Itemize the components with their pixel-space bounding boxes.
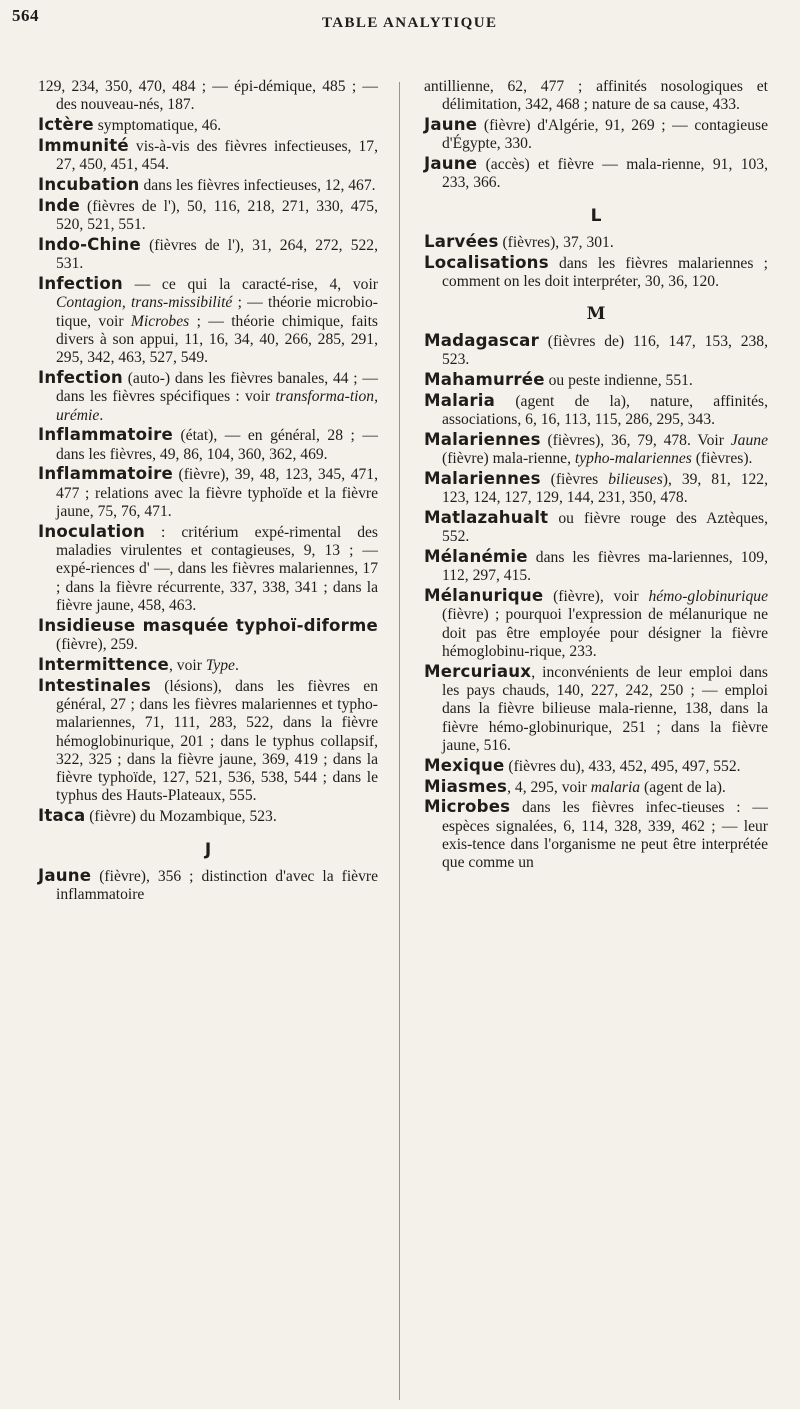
entry-headword: Jaune — [38, 865, 92, 885]
entry-headword: Inoculation — [38, 521, 145, 541]
j-entries — [38, 867, 378, 905]
section-letter-j: J — [204, 839, 212, 860]
entry-headword: Jaune — [424, 115, 478, 135]
index-entry — [424, 431, 768, 469]
entry-headword: Malariennes — [424, 468, 541, 488]
index-entry — [424, 371, 768, 390]
index-entry — [424, 509, 768, 547]
entry-text: (fièvre), voir — [543, 588, 649, 606]
entry-text: (fièvre) du Mozambique, 523. — [85, 808, 277, 826]
entry-crossref: malaria — [590, 778, 641, 796]
entry-text: (lésions), dans les fièvres en général, 27 ; dans les fièvres malariennes et typho-malariennes, 71, 111, 283, 522, dans la fièvre hémoglobinurique, 201 ; dans le typhus collapsif, 322, 325 ; dans la fièvre jaune, 369, 419 ; dans la fièvre typhoïde, 127, 521, 536, 538, 544 ; dans le typhus des Hauts-Plateaux, 555. — [56, 677, 378, 805]
entry-headword: Larvées — [424, 232, 499, 252]
index-entry — [38, 78, 378, 115]
entry-crossref: typho-malariennes — [574, 450, 692, 468]
index-entry — [38, 137, 378, 175]
entry-text: (fièvre), 259. — [56, 636, 138, 654]
index-entry — [424, 233, 768, 252]
entry-crossref: bilieuses — [608, 470, 663, 488]
index-entry — [424, 587, 768, 661]
entry-headword: Matlazahualt — [424, 507, 549, 527]
entry-text: (fièvres), 37, 301. — [498, 234, 614, 252]
entry-text: dans les fièvres infec-tieuses : — espèces signalées, 6, 114, 328, 339, 462 ; — leur exis-tence dans l'organisme ne peut être interprétée que comme un — [442, 799, 768, 872]
entry-headword: Infection — [38, 273, 123, 293]
entry-crossref: Type — [205, 656, 235, 674]
entry-text: ; — théorie microbio-tique, voir — [56, 294, 379, 330]
m-entries — [424, 332, 768, 873]
entry-text: ou peste indienne, 551. — [544, 371, 693, 389]
entry-text: (accès) et fièvre — mala-rienne, 91, 103, 233, 366. — [442, 156, 768, 192]
index-entry — [424, 778, 768, 797]
index-entry — [424, 78, 768, 115]
entry-text: : critérium expé-rimental des maladies virulentes et contagieuses, 9, 13 ; — expé-riences d' —, dans les fièvres malariennes, 17 ; dans la fièvre récurrente, 337, 338, 341 ; dans la fièvre jaune, 458, 463. — [56, 523, 378, 615]
index-entry — [38, 465, 378, 521]
entry-headword: Mélanémie — [424, 547, 528, 567]
entry-headword: Infection — [38, 367, 123, 387]
entry-text: vis-à-vis des fièvres infectieuses, 17, 27, 450, 451, 454. — [56, 137, 378, 174]
right-entries — [424, 78, 768, 193]
index-entry — [38, 807, 378, 826]
entry-headword: Intermittence — [38, 654, 169, 674]
entry-headword: Microbes — [424, 797, 511, 817]
entry-headword: Itaca — [38, 806, 86, 826]
entry-headword: Mahamurrée — [424, 369, 545, 389]
index-entry — [38, 275, 378, 367]
entry-text: (fièvres), 36, 79, 478. Voir — [540, 431, 731, 449]
entry-crossref: hémo-globinurique — [648, 588, 768, 606]
index-entry — [424, 798, 768, 872]
column-divider — [399, 82, 400, 1400]
index-entry — [424, 470, 768, 508]
entry-text: , voir — [168, 656, 206, 674]
entry-text: (état), — en général, 28 ; — dans les fièvres, 49, 86, 104, 360, 362, 469. — [56, 427, 378, 463]
index-entry — [38, 656, 378, 675]
entry-text: , 4, 295, voir — [507, 778, 591, 796]
entry-crossref: Microbes — [130, 312, 190, 330]
l-entries — [424, 233, 768, 291]
entry-text: (fièvres de) 116, 147, 153, 238, 523. — [442, 332, 768, 369]
entry-text: . — [234, 656, 239, 674]
index-entry — [38, 369, 378, 425]
entry-text: (fièvres de l'), 31, 264, 272, 522, 531. — [56, 236, 378, 273]
entry-text: (fièvres de l'), 50, 116, 218, 271, 330, 475, 520, 521, 551. — [56, 197, 378, 234]
entry-text: ou fièvre rouge des Aztèques, 552. — [442, 509, 768, 546]
index-entry — [38, 176, 378, 195]
entry-headword: Mexique — [424, 755, 505, 775]
section-letter-m: M — [586, 304, 606, 325]
entry-headword: Madagascar — [424, 330, 539, 350]
index-entry — [424, 116, 768, 154]
entry-text: ; — théorie chimique, faits divers à son appui, 11, 16, 34, 40, 266, 285, 291, 295, 342, 463, 527, 549. — [56, 312, 378, 367]
entry-headword: Mélanurique — [424, 586, 544, 606]
entry-text: , inconvénients de leur emploi dans les pays chauds, 140, 227, 242, 250 ; — emploi dans la fièvre bilieuse mala-rienne, 138, dans la fièvre hémo-globinurique, 251 ; dans la fièvre jaune, 516. — [442, 663, 768, 754]
index-entry — [424, 663, 768, 755]
entry-headword: Mercuriaux — [424, 661, 532, 681]
entry-text: (fièvre), 356 ; distinction d'avec la fièvre inflammatoire — [56, 867, 378, 904]
entry-headword: Inde — [38, 195, 80, 215]
entry-headword: Malaria — [424, 390, 496, 410]
index-entry — [38, 523, 378, 615]
entry-text: ), 39, 81, 122, 123, 124, 127, 129, 144, 231, 350, 478. — [442, 470, 769, 507]
entry-crossref: Jaune — [730, 431, 768, 449]
entry-headword: Intestinales — [38, 675, 151, 695]
entry-headword: Ictère — [38, 115, 94, 135]
index-entry — [424, 548, 768, 586]
entry-headword: Miasmes — [424, 776, 508, 796]
entry-headword: Incubation — [38, 174, 140, 194]
index-entry — [424, 155, 768, 193]
entry-text: (fièvre) mala-rienne, — [442, 450, 575, 468]
left-entries — [38, 78, 378, 827]
entry-text: — ce qui la caracté-rise, 4, voir — [122, 275, 378, 293]
entry-text: (agent de la), nature, affinités, associations, 6, 16, 113, 115, 286, 295, 343. — [442, 392, 768, 428]
entry-text: . — [99, 406, 104, 424]
entry-text: (fièvres — [540, 470, 609, 488]
index-entry — [424, 757, 768, 776]
entry-text: antillienne, 62, 477 ; affinités nosologiques et délimitation, 342, 468 ; nature de sa cause, 433. — [424, 78, 768, 114]
index-entry — [38, 677, 378, 806]
entry-text: dans les fièvres infectieuses, 12, 467. — [139, 176, 376, 194]
index-entry — [38, 197, 378, 235]
page-number: 564 — [12, 6, 39, 25]
entry-text: dans les fièvres ma-lariennes, 109, 112, 297, 415. — [442, 549, 768, 585]
entry-headword: Jaune — [424, 154, 478, 174]
entry-text: (fièvres). — [691, 450, 753, 468]
entry-text: (fièvre) d'Algérie, 91, 269 ; — contagieuse d'Égypte, 330. — [442, 117, 768, 153]
entry-headword: Insidieuse masquée typhoï-diforme — [38, 615, 378, 635]
index-entry — [38, 867, 378, 905]
index-entry — [38, 116, 378, 135]
entry-headword: Localisations — [424, 252, 549, 272]
entry-text: 129, 234, 350, 470, 484 ; — épi-démique, 485 ; — des nouveau-nés, 187. — [38, 78, 378, 114]
section-letter-l: L — [590, 205, 602, 226]
entry-text: dans les fièvres malariennes ; comment on les doit interpréter, 30, 36, 120. — [442, 254, 768, 291]
entry-headword: Indo-Chine — [38, 234, 141, 254]
index-entry — [424, 332, 768, 370]
entry-headword: Inflammatoire — [38, 425, 173, 445]
index-entry — [38, 426, 378, 464]
index-entry — [38, 236, 378, 274]
entry-headword: Malariennes — [424, 429, 541, 449]
index-entry — [424, 254, 768, 292]
entry-text: symptomatique, 46. — [93, 117, 222, 135]
right-column — [424, 78, 768, 874]
index-entry — [38, 617, 378, 655]
entry-headword: Immunité — [38, 135, 129, 155]
left-column — [38, 78, 378, 906]
entry-crossref: Contagion, trans-missibilité — [56, 294, 233, 312]
entry-text: (agent de la). — [640, 778, 726, 796]
running-head: TABLE ANALYTIQUE — [322, 15, 498, 31]
entry-text: (fièvre) ; pourquoi l'expression de mélanurique ne doit pas être employée pour désigner la fièvre hémoglobinu-rique, 233. — [442, 606, 768, 661]
index-entry — [424, 392, 768, 430]
entry-crossref: transforma-tion, urémie — [56, 388, 378, 424]
entry-headword: Inflammatoire — [38, 464, 173, 484]
entry-text: (fièvre), 39, 48, 123, 345, 471, 477 ; relations avec la fièvre typhoïde et la fièvre jaune, 75, 76, 471. — [56, 466, 378, 521]
entry-text: (auto-) dans les fièvres banales, 44 ; — dans les fièvres spécifiques : voir — [56, 369, 378, 406]
entry-text: (fièvres du), 433, 452, 495, 497, 552. — [504, 757, 741, 775]
